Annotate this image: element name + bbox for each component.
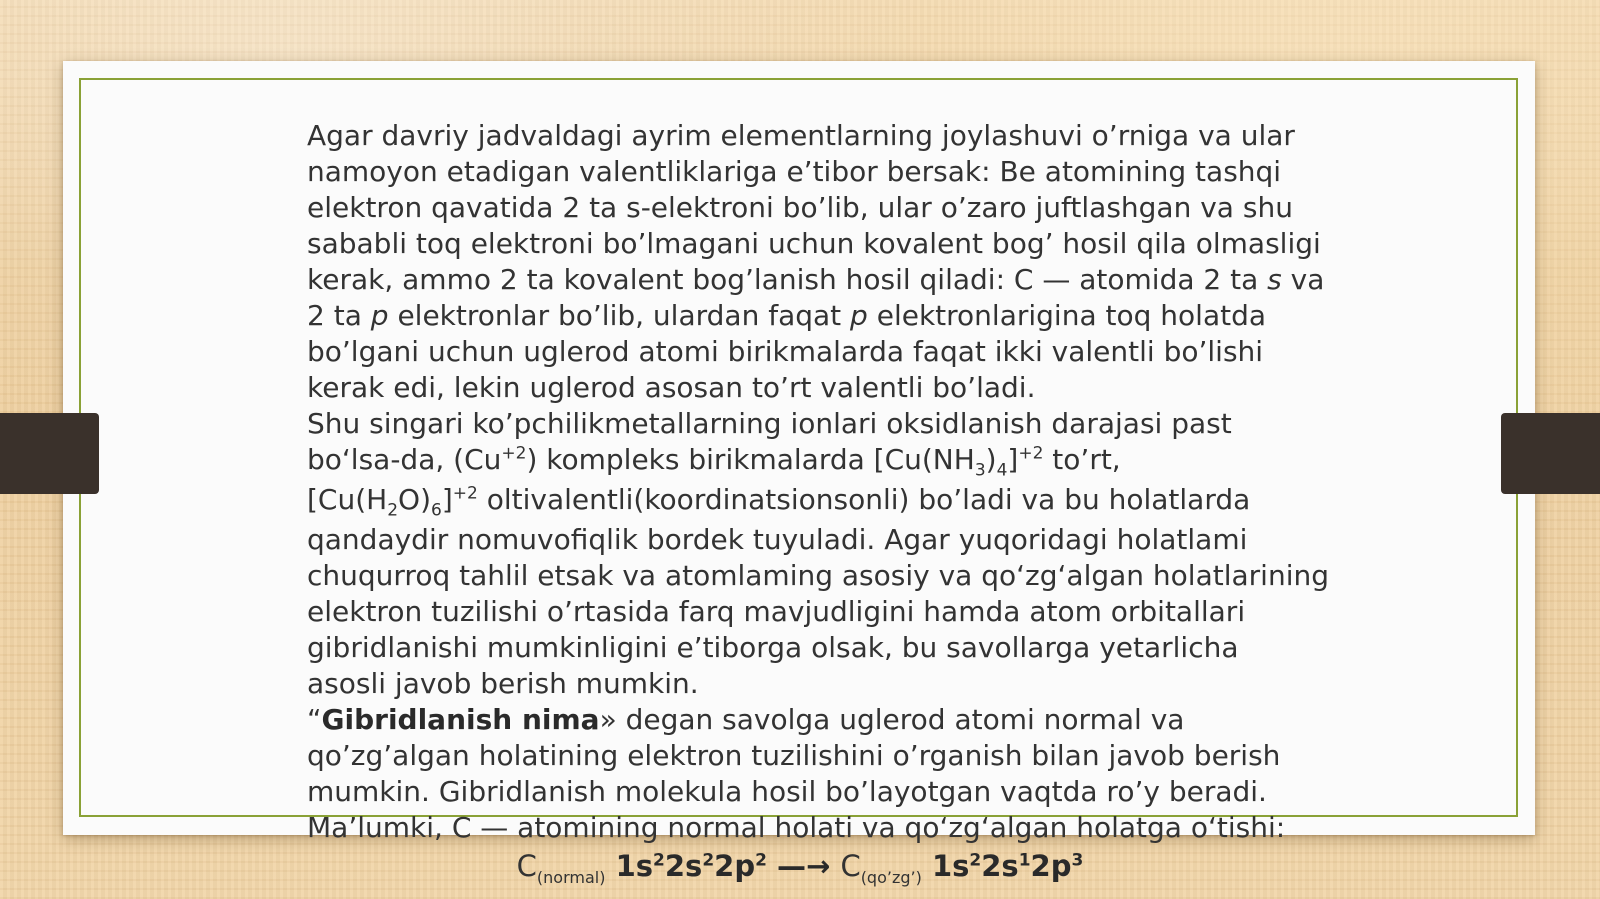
text-line: Ma’lumki, C — atomining normal holati va qo‘zg‘algan holatga o‘tishi: <box>307 811 1286 844</box>
config-excited-2p: 2p <box>1030 849 1072 883</box>
italic-s: s <box>1267 263 1282 296</box>
transition-arrow: —→ <box>766 849 841 883</box>
text-line: kerak edi, lekin uglerod asosan to’rt valentli bo’ladi. <box>307 371 1036 404</box>
config-normal-1s: 1s <box>605 849 654 883</box>
subscript: 2 <box>387 500 399 521</box>
text-line: qo’zg’algan holatining elektron tuzilishini o’rganish bilan javob berish <box>307 739 1281 772</box>
text-span: 2 ta <box>307 299 371 332</box>
text-line: mumkin. Gibridlanish molekula hosil bo’layotgan vaqtda ro’y beradi. <box>307 775 1267 808</box>
text-line: namoyon etadigan valentliklariga e’tibor bersak: Be atomining tashqi <box>307 155 1282 188</box>
formula-c-normal: C <box>516 849 537 883</box>
text-line: sababli toq elektroni bo’lmagani uchun kovalent bog’ hosil qila olmasligi <box>307 227 1321 260</box>
subscript: 3 <box>974 460 986 481</box>
text-span: kerak, ammo 2 ta kovalent bog’lanish hosil qiladi: C — atomida 2 ta <box>307 263 1268 296</box>
text-line <box>307 702 1347 738</box>
text-line <box>307 262 1347 298</box>
subscript: 4 <box>996 460 1008 481</box>
text-line: Shu singari ko’pchilikmetallarning ionlari oksidlanish darajasi past <box>307 407 1232 440</box>
text-span: elektronlar bo’lib, ulardan faqat <box>388 299 851 332</box>
italic-p: p <box>370 299 389 332</box>
text-span: elektronlarigina toq holatda <box>867 299 1267 332</box>
text-span: “ <box>307 703 322 736</box>
text-line <box>307 482 1347 522</box>
text-span: va <box>1281 263 1325 296</box>
slide-body-text <box>307 118 1347 846</box>
text-span: ] <box>1007 443 1019 476</box>
text-span: oltivalentli(koordinatsionsonli) bo’ladi va bu holatlarda <box>477 483 1251 516</box>
text-line: Agar davriy jadvaldagi ayrim elementlarning joylashuvi o’rniga va ular <box>307 119 1295 152</box>
superscript: +2 <box>452 483 478 504</box>
text-span: ] <box>441 483 453 516</box>
text-span: » degan savolga uglerod atomi normal va <box>599 703 1185 736</box>
superscript: 3 <box>1071 850 1084 871</box>
text-line: asosli javob berish mumkin. <box>307 667 699 700</box>
text-span: bo‘lsa-da, (Cu <box>307 443 502 476</box>
italic-p: p <box>850 299 868 332</box>
config-normal-2p: 2p <box>714 849 756 883</box>
electron-configuration-formula <box>0 848 1600 887</box>
text-line <box>307 298 1347 334</box>
text-line: qandaydir nomuvofiqlik bordek tuyuladi. Agar yuqoridagi holatlami <box>307 523 1248 556</box>
text-span: to’rt, <box>1043 443 1121 476</box>
superscript: +2 <box>501 443 527 464</box>
superscript: 2 <box>653 850 665 871</box>
text-line: elektron tuzilishi o’rtasida farq mavjudligini hamda atom orbitallari <box>307 595 1246 628</box>
superscript: +2 <box>1018 443 1044 464</box>
config-normal-2s: 2s <box>664 849 703 883</box>
left-side-tab <box>0 413 99 494</box>
text-line: chuqurroq tahlil etsak va atomlaming asosiy va qo‘zg‘algan holatlarining <box>307 559 1329 592</box>
formula-c-excited: C <box>840 849 861 883</box>
bold-term: Gibridlanish nima <box>321 703 600 736</box>
superscript: 2 <box>702 850 715 871</box>
text-line <box>307 442 1347 482</box>
text-line: gibridlanishi mumkinligini e’tiborga olsak, bu savollarga yetarlicha <box>307 631 1239 664</box>
config-excited-1s: 1s <box>921 849 970 883</box>
config-excited-2s: 2s <box>981 849 1019 883</box>
subscript: 6 <box>431 500 442 521</box>
superscript: 2 <box>755 850 767 871</box>
right-side-tab <box>1501 413 1600 494</box>
text-span: ) kompleks birikmalarda [Cu(NH <box>526 443 975 476</box>
text-line: elektron qavatida 2 ta s-elektroni bo’lib, ular o’zaro juftlashgan va shu <box>307 191 1293 224</box>
subscript-excited: (qo’zg’) <box>860 867 922 887</box>
text-span: O) <box>398 483 431 516</box>
text-line: bo’lgani uchun uglerod atomi birikmalarda faqat ikki valentli bo’lishi <box>307 335 1264 368</box>
text-span: [Cu(H <box>307 483 388 516</box>
subscript-normal: (normal) <box>536 867 606 887</box>
text-span: ) <box>985 443 997 476</box>
superscript: 2 <box>969 850 982 871</box>
superscript: 1 <box>1018 850 1031 871</box>
